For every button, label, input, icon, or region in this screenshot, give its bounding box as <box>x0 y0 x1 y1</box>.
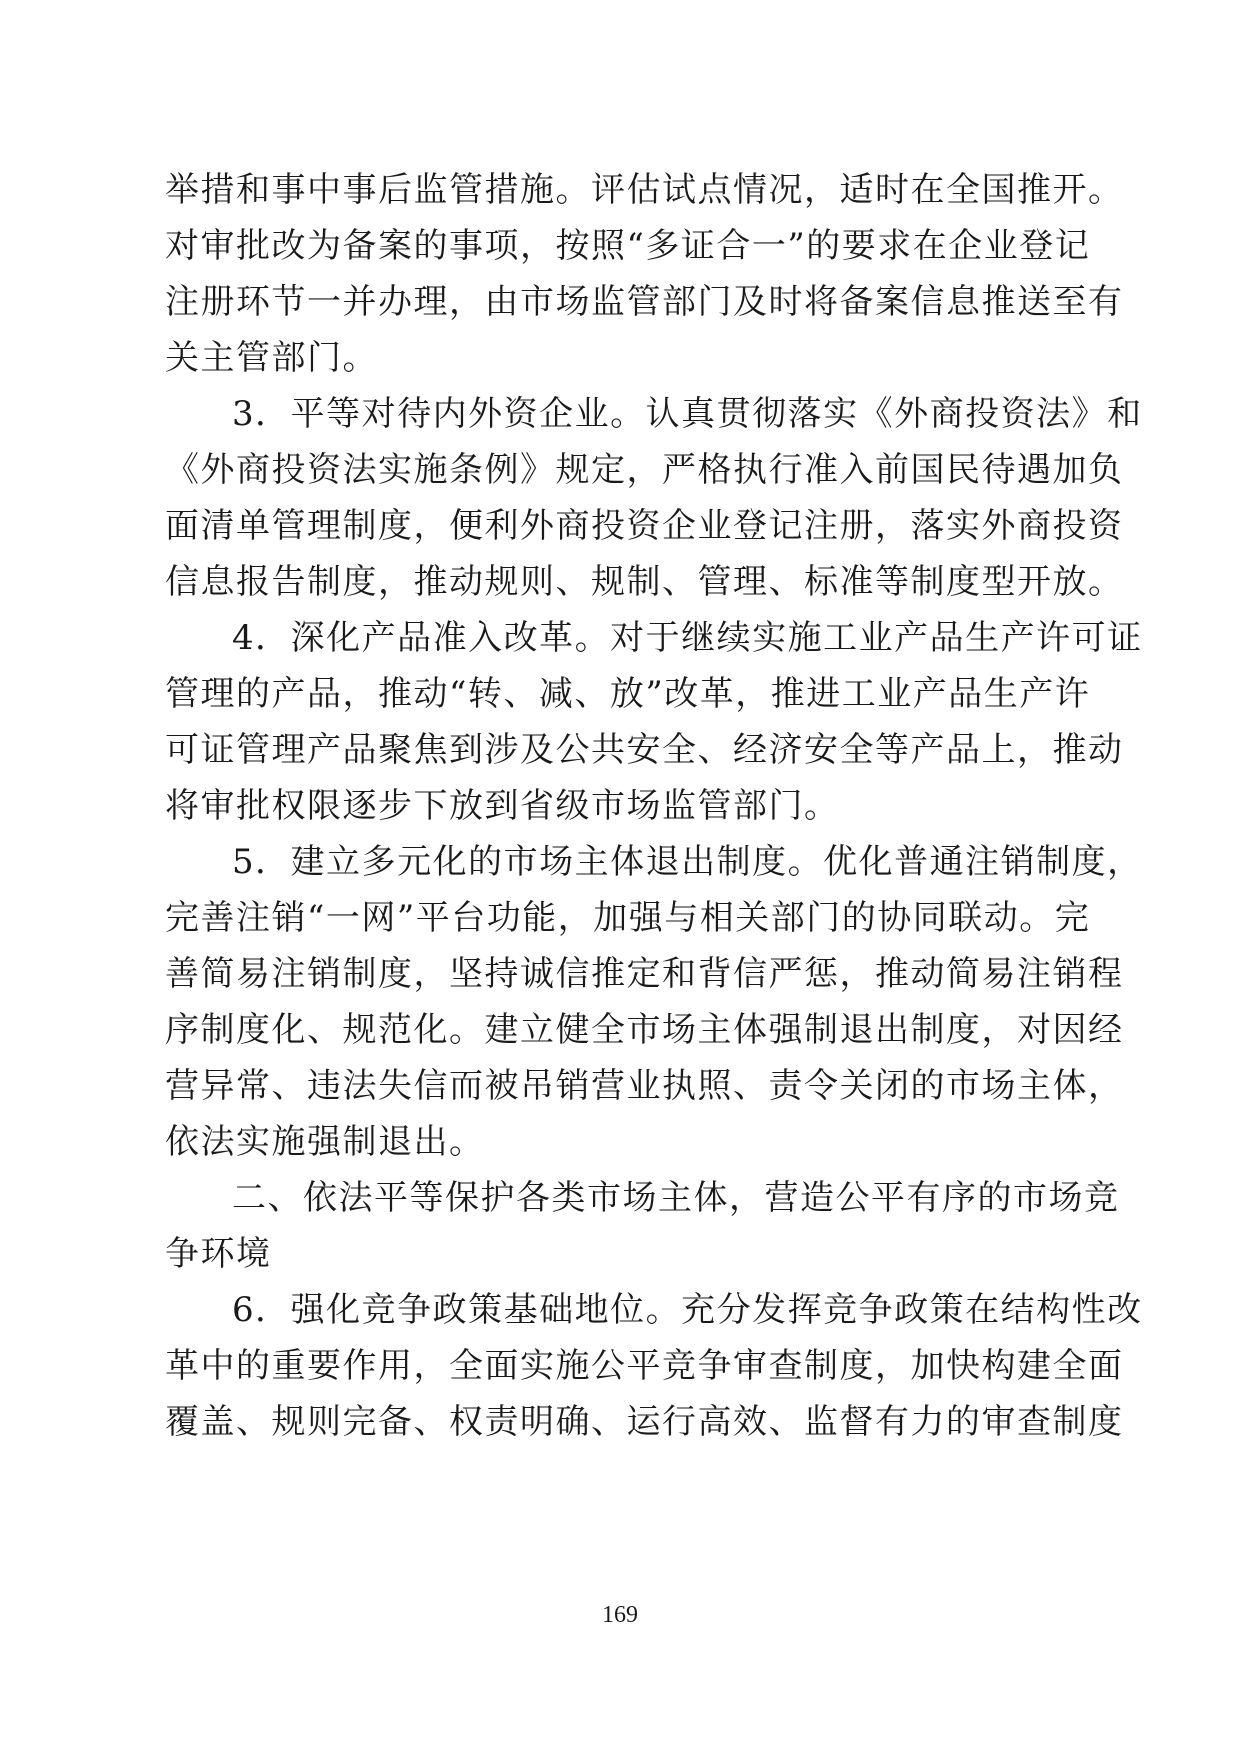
body-text-line: 革中的重要作用，全面实施公平竞争审查制度，加快构建全面 <box>165 1346 1124 1386</box>
body-text-line: 覆盖、规则完备、权责明确、运行高效、监督有力的审查制度 <box>165 1402 1124 1442</box>
paragraph-start-line: 4．深化产品准入改革。对于继续实施工业产品生产许可证 <box>232 618 1143 658</box>
paragraph-start-line: 6．强化竞争政策基础地位。充分发挥竞争政策在结构性改 <box>232 1290 1143 1330</box>
body-text-line: 举措和事中事后监管措施。评估试点情况，适时在全国推开。 <box>165 170 1124 210</box>
body-text-line: 面清单管理制度，便利外商投资企业登记注册，落实外商投资 <box>165 506 1124 546</box>
body-text-line: 可证管理产品聚焦到涉及公共安全、经济安全等产品上，推动 <box>165 730 1124 770</box>
body-text-line: 注册环节一并办理，由市场监管部门及时将备案信息推送至有 <box>165 282 1124 322</box>
section-heading-line: 争环境 <box>165 1234 272 1274</box>
body-text-line: 完善注销“一网”平台功能，加强与相关部门的协同联动。完 <box>165 898 1091 938</box>
body-text-line: 《外商投资法实施条例》规定，严格执行准入前国民待遇加负 <box>165 450 1124 490</box>
body-text-line: 依法实施强制退出。 <box>165 1122 485 1162</box>
body-text-line: 信息报告制度，推动规则、规制、管理、标准等制度型开放。 <box>165 562 1124 602</box>
body-text-line: 序制度化、规范化。建立健全市场主体强制退出制度，对因经 <box>165 1010 1124 1050</box>
body-text-line: 营异常、违法失信而被吊销营业执照、责令关闭的市场主体， <box>165 1066 1124 1106</box>
body-text-line: 关主管部门。 <box>165 338 378 378</box>
body-text-line: 将审批权限逐步下放到省级市场监管部门。 <box>165 786 840 826</box>
paragraph-start-line: 3．平等对待内外资企业。认真贯彻落实《外商投资法》和 <box>232 394 1143 434</box>
body-text-line: 对审批改为备案的事项，按照“多证合一”的要求在企业登记 <box>165 226 1091 266</box>
page-number: 169 <box>602 1602 638 1628</box>
section-heading-line: 二、依法平等保护各类市场主体，营造公平有序的市场竞 <box>232 1178 1120 1218</box>
body-text-line: 善简易注销制度，坚持诚信推定和背信严惩，推动简易注销程 <box>165 954 1124 994</box>
paragraph-start-line: 5．建立多元化的市场主体退出制度。优化普通注销制度， <box>232 842 1143 882</box>
body-text-line: 管理的产品，推动“转、减、放”改革，推进工业产品生产许 <box>165 674 1091 714</box>
